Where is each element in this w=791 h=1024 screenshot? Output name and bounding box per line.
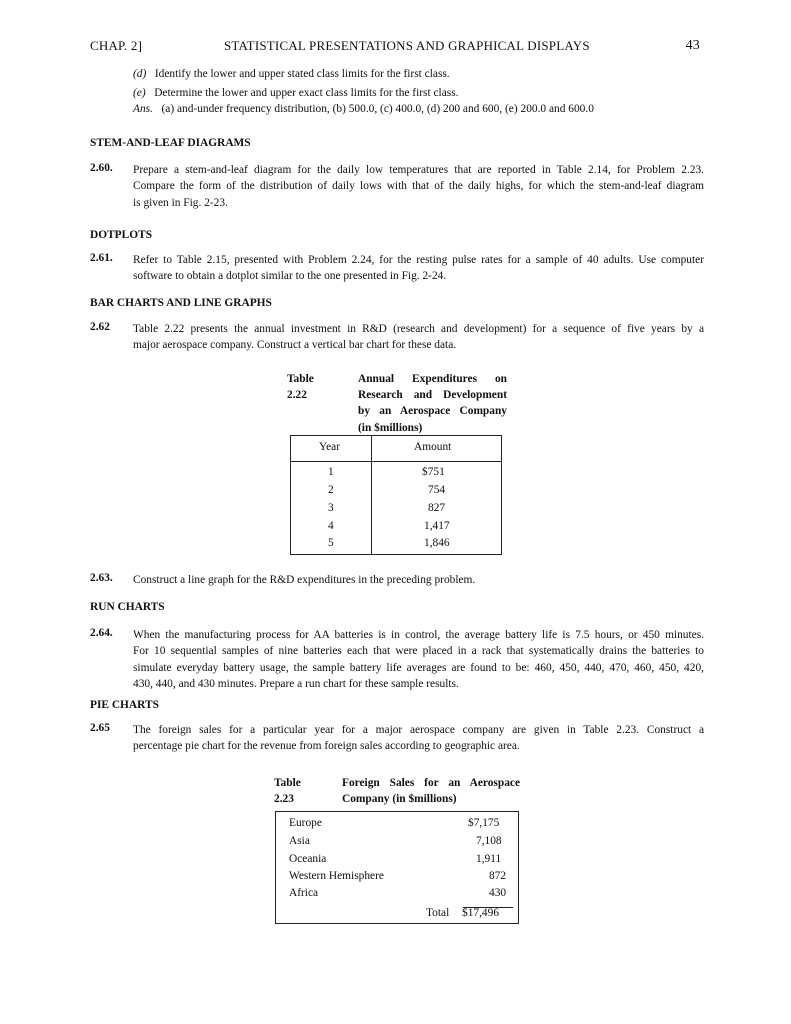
section-heading-dotplots: DOTPLOTS bbox=[90, 229, 153, 241]
table-label: Table 2.22 bbox=[287, 373, 314, 402]
amount-cell: 872 bbox=[489, 870, 507, 882]
problem-2-64-text: When the manufacturing process for AA batteries is in control, the average battery life is 7.5 hours, or 450 minutes. For 10 sequential samples of nine batteries each that were placed in a rack that systematically drains the batteries to simulate everyday battery usage, the sample battery life averages are found to be: 460, 450, 440, 470, 460, 450, 420, 430, 440, and 430 minutes. Prepare a run chart for these sample results. bbox=[133, 629, 704, 690]
total-label: Total bbox=[426, 907, 450, 919]
section-heading-bar-charts: BAR CHARTS AND LINE GRAPHS bbox=[90, 297, 272, 309]
problem-2-62-text: Table 2.22 presents the annual investment in R&D (research and development) for a sequence of five years by a major aerospace company. Construct a vertical bar chart for these data. bbox=[133, 323, 704, 352]
item-e: (e) Determine the lower and upper exact class limits for the first class. bbox=[133, 87, 459, 99]
amount-cell: 1,911 bbox=[476, 853, 502, 865]
item-d: (d) Identify the lower and upper stated class limits for the first class. bbox=[133, 68, 450, 80]
chapter-label: CHAP. 2] bbox=[90, 38, 143, 53]
table-2-23 bbox=[275, 811, 519, 924]
page-number: 43 bbox=[685, 38, 700, 53]
year-cell: 5 bbox=[328, 537, 334, 549]
problem-number: 2.64. bbox=[90, 627, 113, 639]
answer-line: Ans. (a) and-under frequency distribution, (b) 500.0, (c) 400.0, (d) 200 and 600, (e) 200.0 and 600.0 bbox=[133, 103, 594, 115]
amount-cell: 827 bbox=[428, 502, 446, 514]
problem-number: 2.60. bbox=[90, 162, 113, 174]
problem-number: 2.63. bbox=[90, 572, 113, 584]
running-title: STATISTICAL PRESENTATIONS AND GRAPHICAL DISPLAYS bbox=[224, 38, 590, 53]
total-value: $17,496 bbox=[462, 907, 500, 919]
column-header-amount: Amount bbox=[414, 441, 452, 453]
region-cell: Asia bbox=[289, 835, 310, 847]
amount-cell: 430 bbox=[489, 887, 507, 899]
region-cell: Oceania bbox=[289, 853, 327, 865]
section-heading-run-charts: RUN CHARTS bbox=[90, 601, 165, 613]
section-heading-pie-charts: PIE CHARTS bbox=[90, 699, 159, 711]
year-cell: 1 bbox=[328, 466, 334, 478]
problem-2-63-text: Construct a line graph for the R&D expenditures in the preceding problem. bbox=[133, 574, 476, 586]
amount-cell: $7,175 bbox=[468, 817, 500, 829]
section-heading-stem: STEM-AND-LEAF DIAGRAMS bbox=[90, 137, 251, 149]
year-cell: 2 bbox=[328, 484, 334, 496]
amount-cell: 7,108 bbox=[476, 835, 502, 847]
answer-text: (a) and-under frequency distribution, (b) 500.0, (c) 400.0, (d) 200 and 600, (e) 200.0 and 600.0 bbox=[161, 103, 594, 115]
amount-cell: $751 bbox=[422, 466, 445, 478]
year-cell: 4 bbox=[328, 520, 334, 532]
amount-cell: 754 bbox=[428, 484, 446, 496]
problem-number: 2.62 bbox=[90, 321, 110, 333]
table-title: Annual Expenditures on Research and Development by an Aerospace Company (in $millions) bbox=[358, 373, 507, 434]
problem-number: 2.65 bbox=[90, 722, 110, 734]
column-header-year: Year bbox=[319, 441, 340, 453]
region-cell: Africa bbox=[289, 887, 319, 899]
problem-number: 2.61. bbox=[90, 252, 113, 264]
problem-2-61-text: Refer to Table 2.15, presented with Problem 2.24, for the resting pulse rates for a sample of 40 adults. Use computer software to obtain a dotplot similar to the one presented in Fig. 2-24. bbox=[133, 254, 704, 283]
region-cell: Europe bbox=[289, 817, 322, 829]
year-cell: 3 bbox=[328, 502, 334, 514]
problem-2-65-text: The foreign sales for a particular year for a major aerospace company are given in Table 2.23. Construct a percentage pie chart for the revenue from foreign sales according to geographic area. bbox=[133, 724, 704, 753]
table-2-22 bbox=[290, 435, 502, 555]
table-label: Table 2.23 bbox=[274, 777, 301, 806]
region-cell: Western Hemisphere bbox=[289, 870, 384, 882]
table-title: Foreign Sales for an Aerospace Company (in $millions) bbox=[342, 777, 520, 806]
problem-2-60-text: Prepare a stem-and-leaf diagram for the daily low temperatures that are reported in Table 2.14, for Problem 2.23. Compare the form of the distribution of daily lows with that of the daily highs, for which the stem-and-leaf diagram is given in Fig. 2-23. bbox=[133, 164, 704, 209]
amount-cell: 1,846 bbox=[424, 537, 450, 549]
amount-cell: 1,417 bbox=[424, 520, 450, 532]
